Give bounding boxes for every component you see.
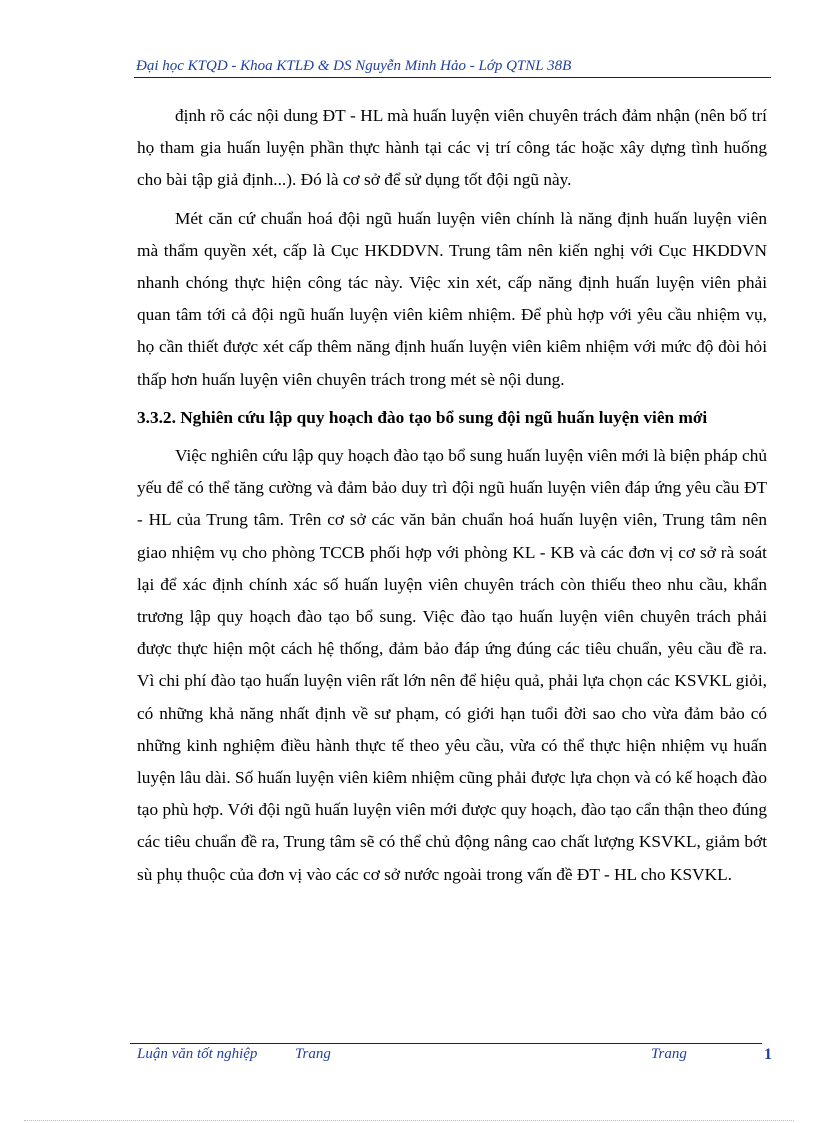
header-divider (134, 77, 771, 78)
document-body (137, 100, 767, 891)
section-heading: 3.3.2. Nghiên cứu lập quy hoạch đào tạo bổ sung đội ngũ huấn luyện viên mới (137, 407, 708, 427)
body-paragraph-1: định rõ các nội dung ĐT - HL mà huấn luyện viên chuyên trách đảm nhận (nên bố trí họ tham gia huấn luyện phần thực hành tại các vị trí công tác hoặc xây dựng tình huống cho bài tập giả định...). Đó là cơ sở để sử dụng tốt đội ngũ này. (137, 106, 767, 190)
body-paragraph-3: Việc nghiên cứu lập quy hoạch đào tạo bổ sung huấn luyện viên mới là biện pháp chủ yếu để có thể tăng cường và đảm bảo duy trì đội ngũ huấn luyện viên đáp ứng yêu cầu ĐT - HL của Trung tâm. Trên cơ sở các văn bản chuẩn hoá huấn luyện viên, Trung tâm nên giao nhiệm vụ cho phòng TCCB phối hợp với phòng KL - KB và các đơn vị cơ sở rà soát lại để xác định chính xác số huấn luyện viên chuyên trách còn thiếu theo nhu cầu, khẩn trương lập quy hoạch đào tạo bổ sung. Việc đào tạo huấn luyện viên chuyên trách phải được thực hiện một cách hệ thống, đảm bảo đáp ứng đúng các tiêu chuẩn, yêu cầu đề ra. Vì chi phí đào tạo huấn luyện viên rất lớn nên để hiệu quả, phải lựa chọn các KSVKL giỏi, có những khả năng nhất định về sư phạm, có giới hạn tuổi đời sao cho vừa đảm bảo có những kinh nghiệm điều hành thực tế theo yêu cầu, vừa có thể thực hiện nhiệm vụ huấn luyện lâu dài. Số huấn luyện viên kiêm nhiệm cũng phải được lựa chọn và có kế hoạch đào tạo phù hợp. Với đội ngũ huấn luyện viên mới được quy hoạch, đào tạo cẩn thận theo đúng các tiêu chuẩn đề ra, Trung tâm sẽ có thể chủ động nâng cao chất lượng KSVKL, giảm bớt sù phụ thuộc của đơn vị vào các cơ sở nước ngoài trong vấn đề ĐT - HL cho KSVKL. (137, 446, 767, 884)
page-number: 1 (764, 1046, 772, 1063)
body-paragraph-2: Mét căn cứ chuẩn hoá đội ngũ huấn luyện viên chính là năng định huấn luyện viên mà thẩm quyền xét, cấp là Cục HKDDVN. Trung tâm nên kiến nghị với Cục HKDDVN nhanh chóng thực hiện công tác này. Việc xin xét, cấp năng định huấn luyện viên phải quan tâm tới cả đội ngũ huấn luyện viên kiêm nhiệm. Để phù hợp với yêu cầu nhiệm vụ, họ cần thiết được xét cấp thêm năng định huấn luyện viên kiêm nhiệm với mức độ đòi hỏi thấp hơn huấn luyện viên chuyên trách trong mét sè nội dung. (137, 208, 767, 389)
page-bottom-edge (24, 1120, 794, 1121)
page-header: Đại học KTQD - Khoa KTLĐ & DS Nguyễn Minh Hảo - Lớp QTNL 38B (136, 58, 572, 74)
footer-thesis-label: Luận văn tốt nghiệp (137, 1046, 258, 1062)
footer-page-label: Trang (295, 1046, 331, 1062)
footer-divider (130, 1043, 762, 1044)
footer-page-label-right: Trang (651, 1046, 687, 1062)
